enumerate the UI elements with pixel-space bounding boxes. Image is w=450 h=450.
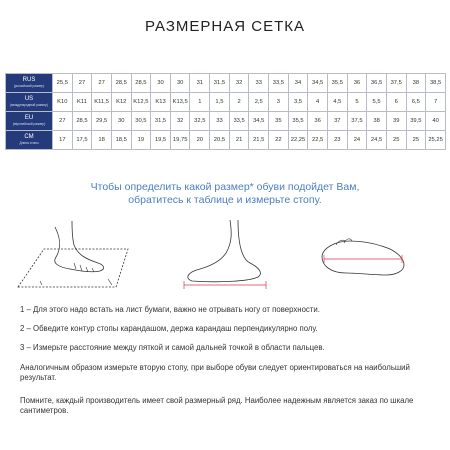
note-manufacturer: Помните, каждый производитель имеет свой размерный ряд. Наиболее надежным является заказ по шкале сантиметров. — [20, 396, 414, 415]
size-cell: 18 — [92, 131, 112, 150]
size-row-cm — [6, 131, 446, 150]
size-cell: K11,5 — [92, 93, 112, 112]
size-cell: 19,75 — [170, 131, 190, 150]
size-cell: K12,5 — [131, 93, 151, 112]
measurement-illustrations — [0, 215, 450, 300]
row-header — [6, 74, 53, 93]
size-cell: 32 — [170, 112, 190, 131]
row-header — [6, 131, 53, 150]
size-cell: 20,5 — [210, 131, 230, 150]
size-cell: 18,5 — [111, 131, 131, 150]
size-cell: 34,5 — [308, 74, 328, 93]
size-cell: 30 — [170, 74, 190, 93]
size-cell: 5,5 — [367, 93, 387, 112]
size-cell: 39 — [386, 112, 406, 131]
size-cell: 38 — [406, 74, 426, 93]
size-cell: 17,5 — [72, 131, 92, 150]
size-cell: K11 — [72, 93, 92, 112]
size-cell: 35,5 — [288, 112, 308, 131]
size-cell: 28,5 — [72, 112, 92, 131]
size-cell: 7 — [426, 93, 446, 112]
size-cell: 37,5 — [347, 112, 367, 131]
size-cell: 32,5 — [190, 112, 210, 131]
size-cell: 2,5 — [249, 93, 269, 112]
size-cell: 1,5 — [210, 93, 230, 112]
size-cell: 20 — [190, 131, 210, 150]
size-cell: 36,5 — [367, 74, 387, 93]
size-cell: 40 — [426, 112, 446, 131]
step-3: 3 – Измерьте расстояние между пяткой и самой дальней точкой в области пальцев. — [20, 343, 325, 352]
size-cell: 2 — [229, 93, 249, 112]
size-cell: 28,5 — [131, 74, 151, 93]
size-cell: 25,25 — [426, 131, 446, 150]
size-cell: 25 — [406, 131, 426, 150]
row-header-label: EU — [24, 115, 34, 121]
step-2: 2 – Обведите контур стопы карандашом, держа карандаш перпендикулярно полу. — [20, 324, 318, 333]
intro-line-1: Чтобы определить какой размер* обуви подойдет Вам, — [90, 181, 360, 193]
size-cell: 38 — [367, 112, 387, 131]
size-cell: 6,5 — [406, 93, 426, 112]
size-cell: 37 — [327, 112, 347, 131]
size-cell: 21 — [229, 131, 249, 150]
size-row-rus — [6, 74, 446, 93]
size-cell: 31 — [190, 74, 210, 93]
size-cell: K12 — [111, 93, 131, 112]
size-cell: 22 — [269, 131, 289, 150]
side-foot-measure-illustration — [184, 220, 266, 289]
row-header-label: US — [24, 96, 34, 102]
size-cell: 30 — [151, 74, 171, 93]
instructions — [20, 305, 440, 425]
size-cell: 39,5 — [406, 112, 426, 131]
page-title: РАЗМЕРНАЯ СЕТКА — [145, 18, 305, 35]
size-cell: 5 — [347, 93, 367, 112]
foot-on-paper-illustration — [18, 221, 128, 287]
size-cell: 25,5 — [53, 74, 73, 93]
row-header-label: RUS — [22, 77, 36, 83]
size-cell: 33,5 — [269, 74, 289, 93]
size-cell: 3 — [269, 93, 289, 112]
size-cell: 23 — [327, 131, 347, 150]
size-cell: 30 — [111, 112, 131, 131]
size-cell: 38,5 — [426, 74, 446, 93]
size-cell: 1 — [190, 93, 210, 112]
size-cell: 19 — [131, 131, 151, 150]
size-cell: 31,5 — [151, 112, 171, 131]
size-cell: 24,5 — [367, 131, 387, 150]
size-cell: 33 — [210, 112, 230, 131]
size-cell: 21,5 — [249, 131, 269, 150]
size-cell: 29,5 — [92, 112, 112, 131]
row-header — [6, 112, 53, 131]
intro-line-2: обратитесь к таблице и измерьте стопу. — [128, 194, 322, 206]
size-cell: 36 — [308, 112, 328, 131]
size-cell: 22,5 — [308, 131, 328, 150]
step-1: 1 – Для этого надо встать на лист бумаги, важно не отрывать ногу от поверхности. — [20, 305, 320, 314]
size-cell: 37,5 — [386, 74, 406, 93]
size-cell: 34,5 — [249, 112, 269, 131]
size-table — [5, 73, 446, 150]
size-cell: 4 — [308, 93, 328, 112]
size-cell: 33 — [249, 74, 269, 93]
size-cell: K13,5 — [170, 93, 190, 112]
size-cell: 27 — [53, 112, 73, 131]
size-cell: 28,5 — [111, 74, 131, 93]
note-second-foot: Аналогичным образом измерьте вторую стопу, при выборе обуви следует ориентироваться на наибольший результат. — [20, 363, 410, 382]
size-cell: 22,25 — [288, 131, 308, 150]
size-cell: 27 — [72, 74, 92, 93]
size-cell: 24 — [347, 131, 367, 150]
size-cell: 30,5 — [131, 112, 151, 131]
size-cell: 19,5 — [151, 131, 171, 150]
size-cell: K13 — [151, 93, 171, 112]
row-header-sublabel: (международный размер) — [10, 103, 48, 107]
size-cell: 34 — [288, 74, 308, 93]
intro-text — [0, 181, 450, 207]
size-row-us — [6, 93, 446, 112]
size-cell: 35,5 — [327, 74, 347, 93]
size-cell: 6 — [386, 93, 406, 112]
size-cell: 31,5 — [210, 74, 230, 93]
row-header-sublabel: Длина стопы — [19, 141, 39, 145]
row-header-sublabel: (российский размер) — [13, 84, 45, 88]
size-cell: 27 — [92, 74, 112, 93]
size-cell: 36 — [347, 74, 367, 93]
row-header-sublabel: (европейский размер) — [12, 122, 46, 126]
size-cell: 4,5 — [327, 93, 347, 112]
size-cell: 33,5 — [229, 112, 249, 131]
size-cell: 32 — [229, 74, 249, 93]
size-cell: 25 — [386, 131, 406, 150]
foot-outline-measure-illustration — [322, 239, 404, 275]
row-header — [6, 93, 53, 112]
size-cell: 35 — [269, 112, 289, 131]
size-row-eu — [6, 112, 446, 131]
row-header-label: CM — [24, 134, 34, 140]
size-cell: 3,5 — [288, 93, 308, 112]
size-cell: K10 — [53, 93, 73, 112]
size-cell: 17 — [53, 131, 73, 150]
